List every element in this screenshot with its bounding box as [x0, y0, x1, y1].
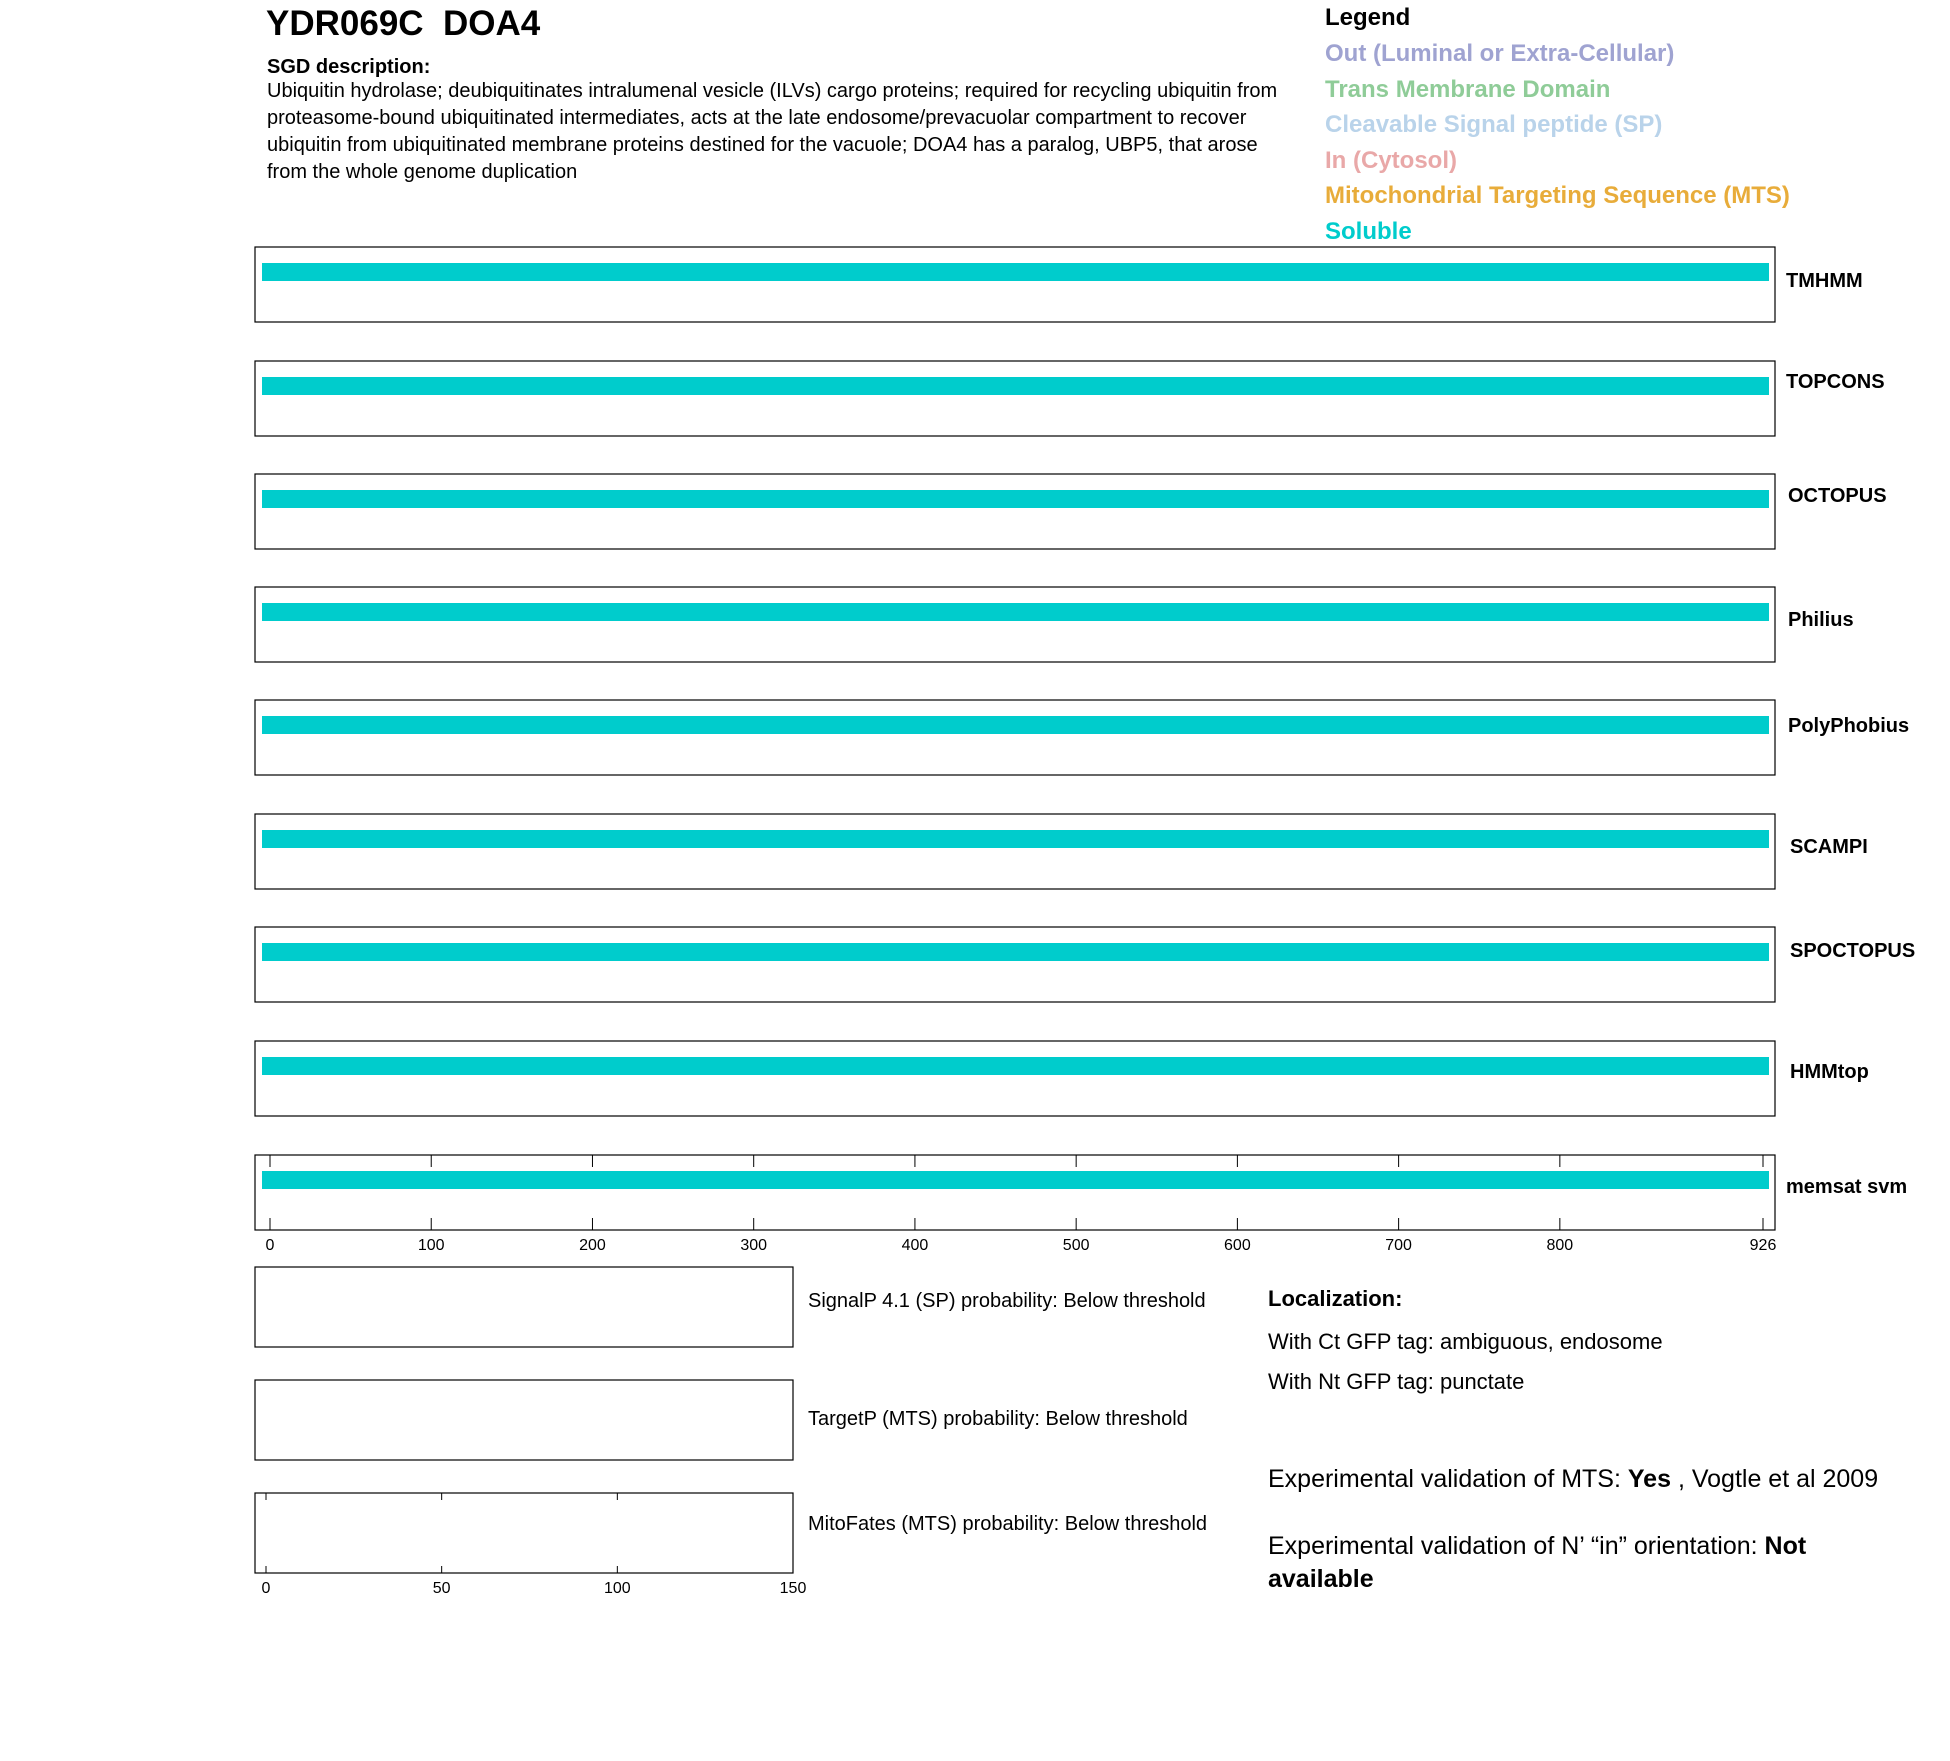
experimental-mts — [1268, 1463, 1908, 1496]
p-tick-label-150: 150 — [779, 1580, 807, 1597]
localization-ct: With Ct GFP tag: ambiguous, endosome — [1268, 1329, 1663, 1354]
x-tick-label-400: 400 — [901, 1237, 929, 1254]
segment-philius-0 — [262, 603, 1769, 621]
sgd-heading: SGD description: — [267, 56, 431, 78]
x-tick-label-200: 200 — [579, 1237, 606, 1254]
track-label-polyphobius: PolyPhobius — [1788, 715, 1910, 737]
x-tick-label-0: 0 — [265, 1237, 275, 1254]
segment-spoctopus-0 — [262, 943, 1769, 961]
segment-octopus-0 — [262, 490, 1769, 508]
probability-label-2: TargetP (MTS) probability: Below threshold — [808, 1408, 1188, 1430]
track-label-hmmtop: HMMtop — [1790, 1061, 1869, 1083]
probability-label-3: MitoFates (MTS) probability: Below threshold — [808, 1513, 1208, 1535]
x-tick-label-700: 700 — [1385, 1237, 1412, 1254]
track-frame-polyphobius — [255, 700, 1775, 775]
track-label-topcons: TOPCONS — [1786, 371, 1885, 393]
segment-tmhmm-0 — [262, 263, 1769, 281]
x-tick-label-100: 100 — [417, 1237, 445, 1254]
segment-hmmtop-0 — [262, 1057, 1769, 1075]
experimental-mts-suffix: , Vogtle et al 2009 — [1671, 1465, 1879, 1493]
track-label-octopus: OCTOPUS — [1788, 485, 1887, 507]
track-frame-tmhmm — [255, 247, 1775, 322]
segment-memsat-svm-0 — [262, 1171, 1769, 1189]
sgd-description: Ubiquitin hydrolase; deubiquitinates intralumenal vesicle (ILVs) cargo proteins; required for recycling ubiquitin from proteasome-bound ubiquitinated intermediates, acts at the late endosome/prevacuolar compartment to recover ubiquitin from ubiquitinated membrane proteins destined for the vacuole; DOA4 has a paralog, UBP5, that arose from the whole genome duplication — [267, 80, 1278, 183]
track-label-philius: Philius — [1788, 609, 1854, 631]
experimental-mts-prefix: Experimental validation of MTS: — [1268, 1465, 1628, 1493]
localization-heading: Localization: — [1268, 1286, 1403, 1311]
probability-frame-1 — [255, 1267, 793, 1347]
segment-polyphobius-0 — [262, 716, 1769, 734]
track-frame-topcons — [255, 361, 1775, 436]
segment-scampi-0 — [262, 830, 1769, 848]
legend-item-soluble: Soluble — [1325, 217, 1412, 245]
legend-item-trans-membrane-domain: Trans Membrane Domain — [1325, 75, 1611, 103]
track-frame-memsat-svm — [255, 1155, 1775, 1230]
localization-nt: With Nt GFP tag: punctate — [1268, 1369, 1525, 1394]
track-frame-hmmtop — [255, 1041, 1775, 1116]
legend-item-in-cytosol: In (Cytosol) — [1325, 146, 1457, 174]
legend-item-mitochondrial-targeting-sequence-mts: Mitochondrial Targeting Sequence (MTS) — [1325, 182, 1790, 209]
track-frame-spoctopus — [255, 927, 1775, 1002]
segment-topcons-0 — [262, 377, 1769, 395]
x-tick-label-926: 926 — [1749, 1237, 1777, 1254]
track-label-spoctopus: SPOCTOPUS — [1790, 940, 1916, 962]
legend-item-cleavable-signal-peptide-sp: Cleavable Signal peptide (SP) — [1325, 111, 1663, 138]
track-label-memsat-svm: memsat svm — [1786, 1176, 1908, 1198]
p-tick-label-0: 0 — [261, 1580, 271, 1597]
p-tick-label-50: 50 — [432, 1580, 451, 1597]
track-frame-philius — [255, 587, 1775, 662]
track-label-tmhmm: TMHMM — [1786, 270, 1863, 292]
probability-label-1: SignalP 4.1 (SP) probability: Below threshold — [808, 1290, 1206, 1312]
x-tick-label-300: 300 — [740, 1237, 768, 1254]
page-title: YDR069C DOA4 — [266, 4, 541, 43]
track-frame-scampi — [255, 814, 1775, 889]
p-tick-label-100: 100 — [603, 1580, 631, 1597]
experimental-orientation-prefix: Experimental validation of N’ “in” orientation: — [1268, 1532, 1765, 1560]
probability-frame-2 — [255, 1380, 793, 1460]
x-tick-label-600: 600 — [1224, 1237, 1251, 1254]
probability-frame-3 — [255, 1493, 793, 1573]
x-tick-label-800: 800 — [1546, 1237, 1574, 1254]
experimental-orientation — [1268, 1530, 1908, 1596]
legend-item-out-luminal-or-extra-cellular: Out (Luminal or Extra-Cellular) — [1325, 40, 1675, 67]
track-label-scampi: SCAMPI — [1790, 836, 1868, 858]
legend-title: Legend — [1325, 4, 1411, 31]
experimental-orientation-value: Not available — [1268, 1532, 1807, 1593]
track-frame-octopus — [255, 474, 1775, 549]
experimental-mts-value: Yes — [1627, 1465, 1671, 1493]
x-tick-label-500: 500 — [1062, 1237, 1090, 1254]
